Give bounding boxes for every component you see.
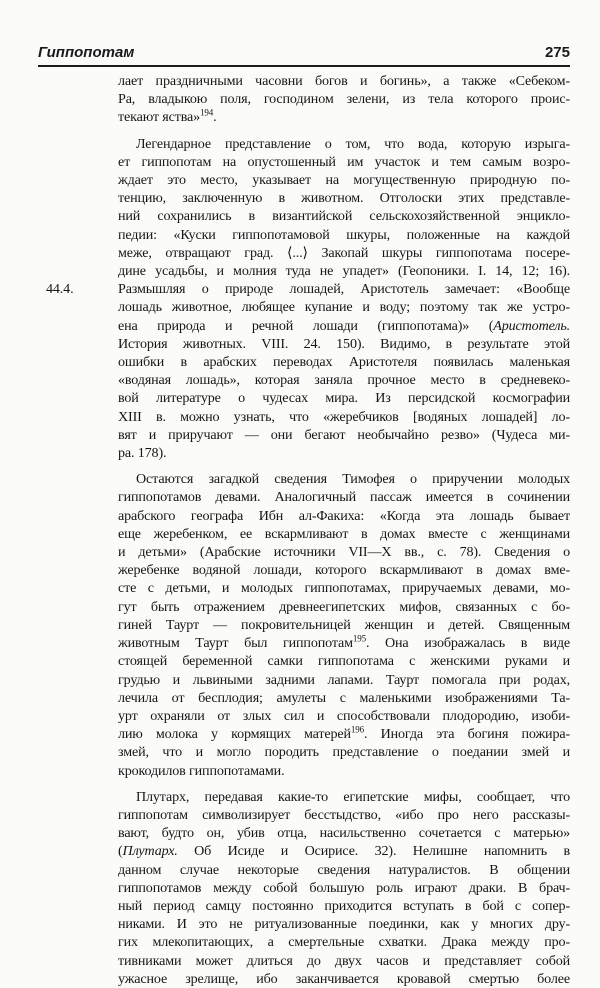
text-line: сте с детьми, и молодых гиппопотамах, приручаемых девами, мо- <box>118 580 570 597</box>
text-line: лошадь животное, любящее купание и воду; поэтому так же устро- <box>118 299 570 316</box>
running-title: Гиппопотам <box>38 44 135 61</box>
text-line: урт охраняли от злых сил и способствовали плодородию, изоби- <box>118 707 570 724</box>
text-line: Остаются загадкой сведения Тимофея о приручении молодых <box>136 471 570 488</box>
text-line: и детьми» (Арабские источники VII—X вв., с. 78). Сведения о <box>118 544 570 561</box>
text-line: Плутарх, передавая какие-то египетские мифы, сообщает, что <box>136 788 570 805</box>
text-line: ет гиппопотам на опустошенный им участок и тем самым возро- <box>118 153 570 170</box>
text-line: еще жеребенком, ее вскармливают в домах вместе с женщинами <box>118 525 570 542</box>
text-line: История животных. VIII. 24. 150). Видимо, в результате этой <box>118 335 570 352</box>
text-line: тивниками может длиться до двух часов и представляет собой <box>118 952 570 969</box>
text-line: текают яства»$^{194}$. <box>118 107 217 126</box>
text-line: стоящей беременной самки гиппопотама с женскими руками и <box>118 653 570 670</box>
text-line: педии: «Куски гиппопотамовой шкуры, положенные на каждой <box>118 226 570 243</box>
page-header <box>38 42 570 64</box>
text-line: (Плутарх. Об Исиде и Осирисе. 32). Нелишне напомнить в <box>118 843 570 860</box>
text-line: вой литературе о чудесах мира. Из персидской космографии <box>118 390 570 407</box>
text-line: вают, будто он, убив отца, насильственно сочетается с матерью» <box>118 825 570 842</box>
text-line: лию молока у кормящих матерей$^{196}$. Иногда эта богиня пожира- <box>118 724 570 743</box>
text-line: дине усадьбы, и молния туда не упадет» (Геопоники. I. 14, 12; 16). <box>118 263 570 280</box>
text-line: змей, что и могло породить представление о поедании змей и <box>118 744 570 761</box>
page-number: 275 <box>544 44 570 61</box>
footnote-ref: 194 <box>200 107 214 118</box>
text-line: гут быть отражением древнеегипетских мифов, связанных с бо- <box>118 598 570 615</box>
footnote-ref: 195 <box>352 633 366 644</box>
paragraph <box>38 135 570 281</box>
text-line: «водяная лошадь», которая заняла прочное место в средневеко- <box>118 372 570 389</box>
paragraph <box>38 470 570 779</box>
text-line: XIII в. можно узнать, что «жеребчиков [водяных лошадей] ло- <box>118 408 570 425</box>
text-line: арабского географа Ибн ал-Факиха: «Когда эта лошадь бывает <box>118 507 570 524</box>
text-line: ний сохранились в византийской сельскохозяйственной энцикло- <box>118 208 570 225</box>
text-line: данном случае некоторые сведения натуралистов. В общении <box>118 861 570 878</box>
footnote-ref: 196 <box>350 724 364 735</box>
text-line: ра. 178). <box>118 445 167 462</box>
text-line: грудью и львиными задними лапами. Таурт помогала при родах, <box>118 671 570 688</box>
text-line: никами. И это не ритуализованные поединки, как у многих дру- <box>118 916 570 933</box>
text-line: ошибки в арабских переводах Аристотеля появилась маленькая <box>118 354 570 371</box>
text-line: гиппопотамов между собой большую роль играют драки. В брач- <box>118 879 570 896</box>
text-line: ена природа и речной лошади (гиппопотама)» (Аристотель. <box>118 317 570 334</box>
text-line: животным Таурт был гиппопотам$^{195}$. Она изображалась в виде <box>118 633 570 652</box>
text-line: лает праздничными часовни богов и богинь», а также «Себеком- <box>118 73 570 89</box>
body-text <box>38 72 570 988</box>
text-line: гиппопотамов девами. Аналогичный пассаж имеется в сочинении <box>118 489 570 506</box>
text-line: ужасное зрелище, ибо заканчивается кровавой смертью более <box>118 970 570 987</box>
text-line: гиппопотам символизирует бесстыдство, «ибо про него рассказы- <box>118 806 570 823</box>
text-line: жеребенке водяной лошади, которого вскармливают в домах вме- <box>118 562 570 579</box>
numbered-paragraph <box>38 280 570 462</box>
text-line: крокодилов гиппопотамами. <box>118 762 285 779</box>
text-line: гиней Таурт — покровительницей женщин и детей. Священным <box>118 616 570 633</box>
paragraph-continuation <box>38 72 570 127</box>
text-line: меже, отвращают град. ⟨...⟩ Закопай шкуры гиппопотама посере- <box>118 244 570 261</box>
text-line: гих млекопитающих, а смертельные схватки. Драка между про- <box>118 934 570 951</box>
text-line: ждает это место, указывает на могущественную природную по- <box>118 172 570 189</box>
text-line: Ра, владыкою поля, господином зелени, из тела которого проис- <box>118 91 570 108</box>
text-line: Легендарное представление о том, что вода, которую изрыга- <box>136 135 570 152</box>
text-line: Размышляя о природе лошадей, Аристотель замечает: «Вообще <box>118 281 570 298</box>
text-line: вят и приручают — они бегают необычайно резво» (Чудеса ми- <box>118 426 570 443</box>
text-line: лечила от бесплодия; амулеты с маленькими изображениями Та- <box>118 689 570 706</box>
text-line: ный период самцу постоянно приходится вступать в бой с сопер- <box>118 897 570 914</box>
text-line: тенцию, заключенную в животном. Отголоски этих представле- <box>118 190 570 207</box>
paragraph-number: 44.4. <box>46 281 74 298</box>
header-rule <box>38 65 570 67</box>
